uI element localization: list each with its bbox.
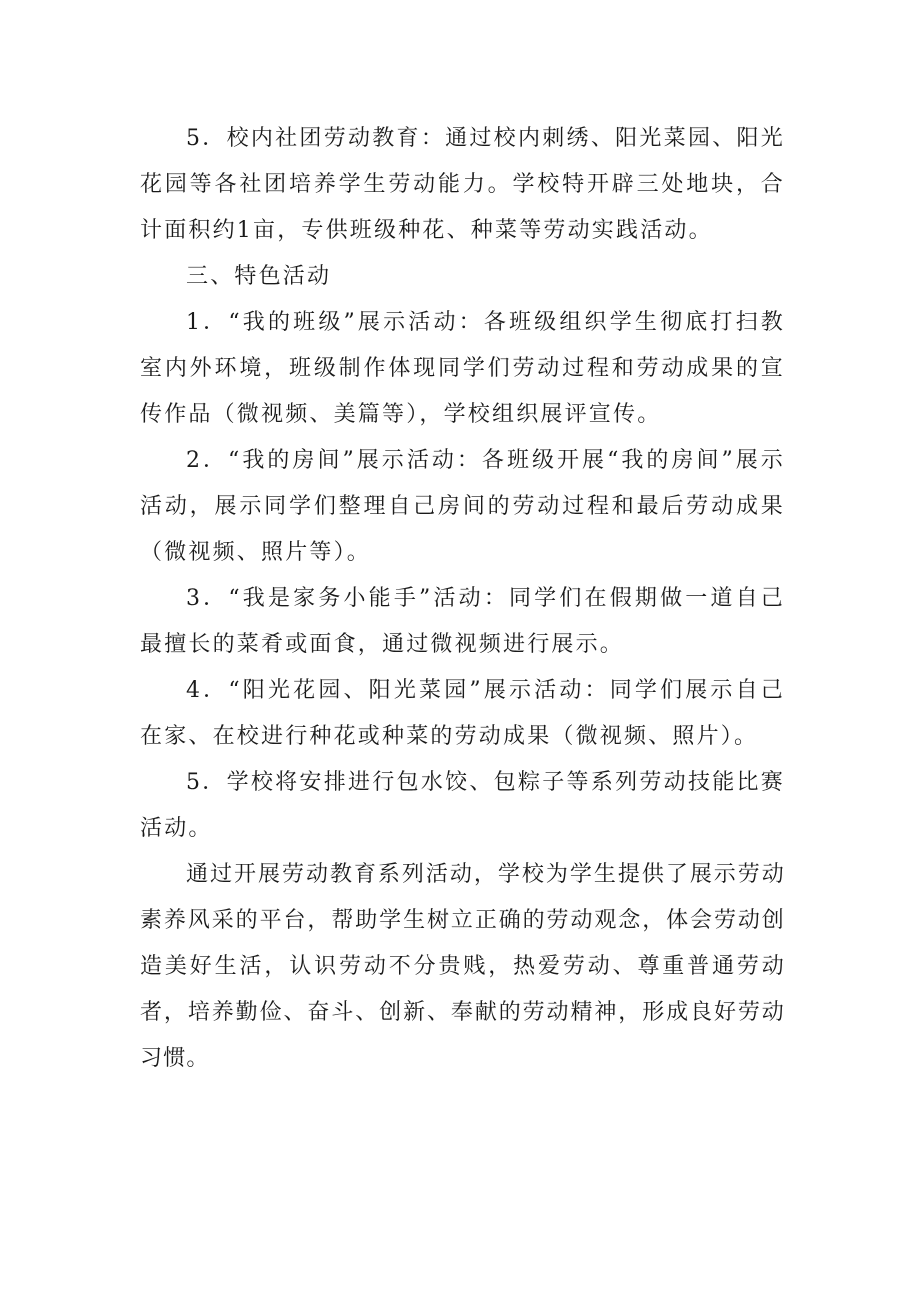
paragraph-school-club-labor: 5．校内社团劳动教育：通过校内刺绣、阳光菜园、阳光花园等各社团培养学生劳动能力。学校特开辟三处地块，合计面积约1亩，专供班级种花、种菜等劳动实践活动。: [140, 126, 785, 243]
paragraph-my-class-activity: 1．“我的班级”展示活动：各班级组织学生彻底打扫教室内外环境，班级制作体现同学们劳动过程和劳动成果的宣传作品（微视频、美篇等），学校组织展评宣传。: [140, 310, 785, 427]
paragraph-my-room-activity: 2．“我的房间”展示活动：各班级开展“我的房间”展示活动，展示同学们整理自己房间的劳动过程和最后劳动成果（微视频、照片等）。: [140, 448, 785, 565]
section-heading-featured-activities: 三、特色活动: [186, 264, 332, 289]
paragraph-housework-expert-activity: 3．“我是家务小能手”活动：同学们在假期做一道自己最擅长的菜肴或面食，通过微视频进行展示。: [140, 586, 785, 657]
paragraph-sunshine-garden-activity: 4．“阳光花园、阳光菜园”展示活动：同学们展示自己在家、在校进行种花或种菜的劳动成果（微视频、照片）。: [140, 678, 785, 749]
paragraph-skill-competition: 5．学校将安排进行包水饺、包粽子等系列劳动技能比赛活动。: [140, 770, 785, 841]
paragraph-conclusion: 通过开展劳动教育系列活动，学校为学生提供了展示劳动素养风采的平台，帮助学生树立正确的劳动观念，体会劳动创造美好生活，认识劳动不分贵贱，热爱劳动、尊重普通劳动者，培养勤俭、奋斗、创新、奉献的劳动精神，形成良好劳动习惯。: [140, 862, 785, 1071]
document-body: [140, 116, 785, 1082]
